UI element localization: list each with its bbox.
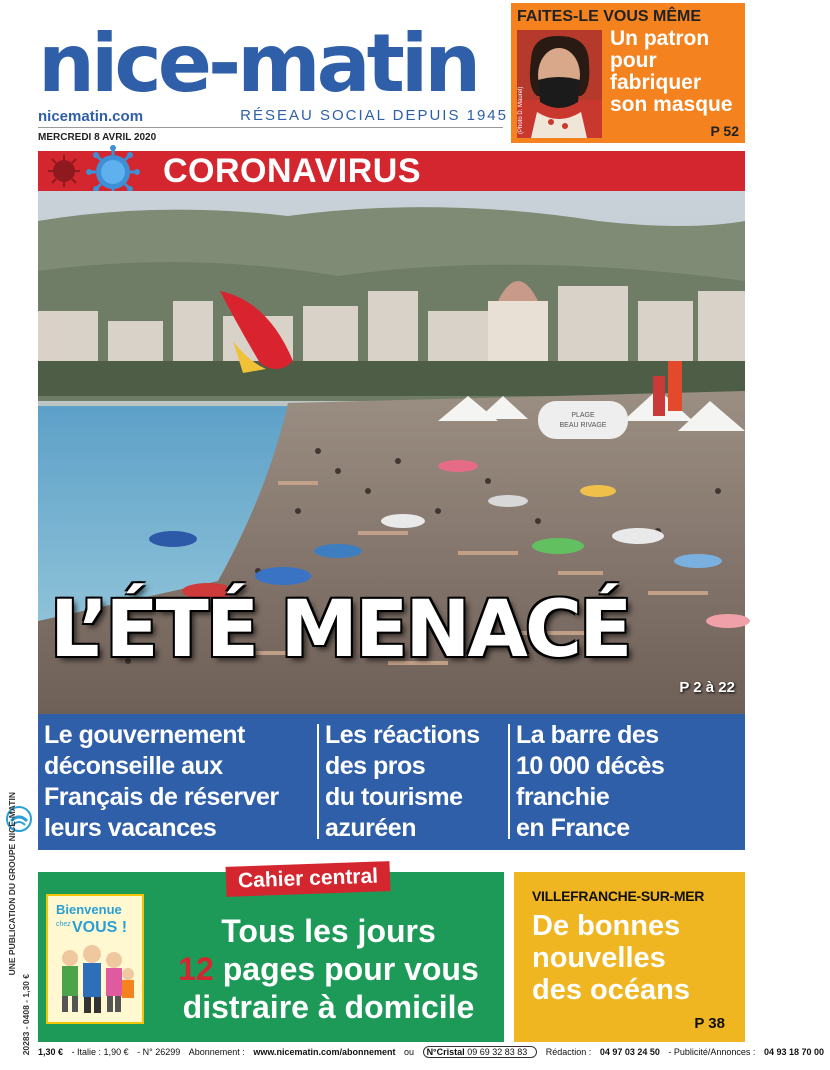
card-sub: chez — [56, 921, 71, 928]
story-divider — [317, 724, 319, 839]
publication-credit: UNE PUBLICATION DU GROUPE NICE-MATIN — [7, 791, 17, 975]
yellow-headline: De bonnes nouvelles des océans — [532, 910, 690, 1006]
story-government[interactable]: Le gouvernement déconseille aux Français de réserver leurs vacances — [44, 721, 279, 842]
pages-count: 12 — [178, 951, 214, 987]
cahier-headline: Tous les jours 12 pages pour vous distraire à domicile — [178, 913, 479, 1025]
villefranche-block[interactable] — [514, 872, 745, 1042]
subscription-label: Abonnement : — [188, 1047, 245, 1057]
footer-or: ou — [404, 1047, 415, 1057]
bienvenue-card — [46, 894, 144, 1024]
cahier-central-block[interactable] — [38, 864, 504, 1042]
ads-number[interactable]: 04 93 18 70 00 — [763, 1047, 825, 1057]
promo-title: FAITES-LE VOUS MÊME — [517, 8, 702, 25]
cover-price: 1,30 € — [38, 1047, 64, 1057]
headline-page-ref: P 2 à 22 — [679, 679, 735, 696]
website-link[interactable]: nicematin.com — [38, 108, 144, 125]
story-divider — [508, 724, 510, 839]
card-word: VOUS ! — [72, 919, 128, 936]
subscription-link[interactable]: www.nicematin.com/abonnement — [253, 1047, 396, 1057]
card-title: Bienvenue — [56, 902, 122, 917]
virus-icon — [46, 153, 82, 189]
masthead-divider — [38, 127, 503, 128]
photo-credit: (Photo D. Maurel) — [518, 86, 524, 134]
section-label: CORONAVIRUS — [163, 152, 421, 190]
masthead — [38, 18, 508, 143]
italy-price: - Italie : 1,90 € — [71, 1047, 129, 1057]
issue-number: - N° 26299 — [137, 1047, 181, 1057]
side-strip — [3, 791, 35, 1055]
story-death-toll[interactable]: La barre des 10 000 décès franchie en France — [516, 721, 665, 842]
promo-page-ref: P 52 — [710, 123, 739, 139]
coronavirus-banner[interactable] — [38, 151, 745, 191]
ads-label: - Publicité/Annonces : — [668, 1047, 756, 1057]
story-band — [38, 714, 745, 850]
beach-sign-line1: PLAGE — [571, 412, 595, 419]
cristal-number[interactable]: 09 69 32 83 83 — [467, 1047, 528, 1057]
story-tourism-reactions[interactable]: Les réactions des pros du tourisme azuréen — [325, 721, 480, 842]
yellow-page-ref: P 38 — [694, 1015, 725, 1032]
mask-promo-box[interactable] — [511, 3, 745, 143]
issue-date: MERCREDI 8 AVRIL 2020 — [38, 132, 157, 143]
promo-headline: Un patron pour fabriquer son masque — [610, 27, 733, 116]
barcode-text: 20283 - 0408 - 1,30 € — [21, 973, 31, 1055]
redaction-label: Rédaction : — [545, 1047, 592, 1057]
hero-photo[interactable] — [38, 191, 745, 714]
promo-photo — [517, 30, 602, 138]
yellow-kicker: VILLEFRANCHE-SUR-MER — [532, 888, 705, 904]
cristal-label: N°Cristal — [426, 1047, 465, 1057]
cahier-central-badge: Cahier central — [226, 861, 391, 897]
redaction-number[interactable]: 04 97 03 24 50 — [599, 1047, 660, 1057]
newspaper-logo[interactable]: nice-matin — [38, 17, 478, 110]
footer-info — [38, 1046, 825, 1064]
main-headline[interactable]: L’ÉTÉ MENACÉ — [50, 585, 630, 675]
beach-sign-line2: BEAU RIVAGE — [559, 422, 607, 429]
tagline: RÉSEAU SOCIAL DEPUIS 1945 — [240, 107, 508, 124]
